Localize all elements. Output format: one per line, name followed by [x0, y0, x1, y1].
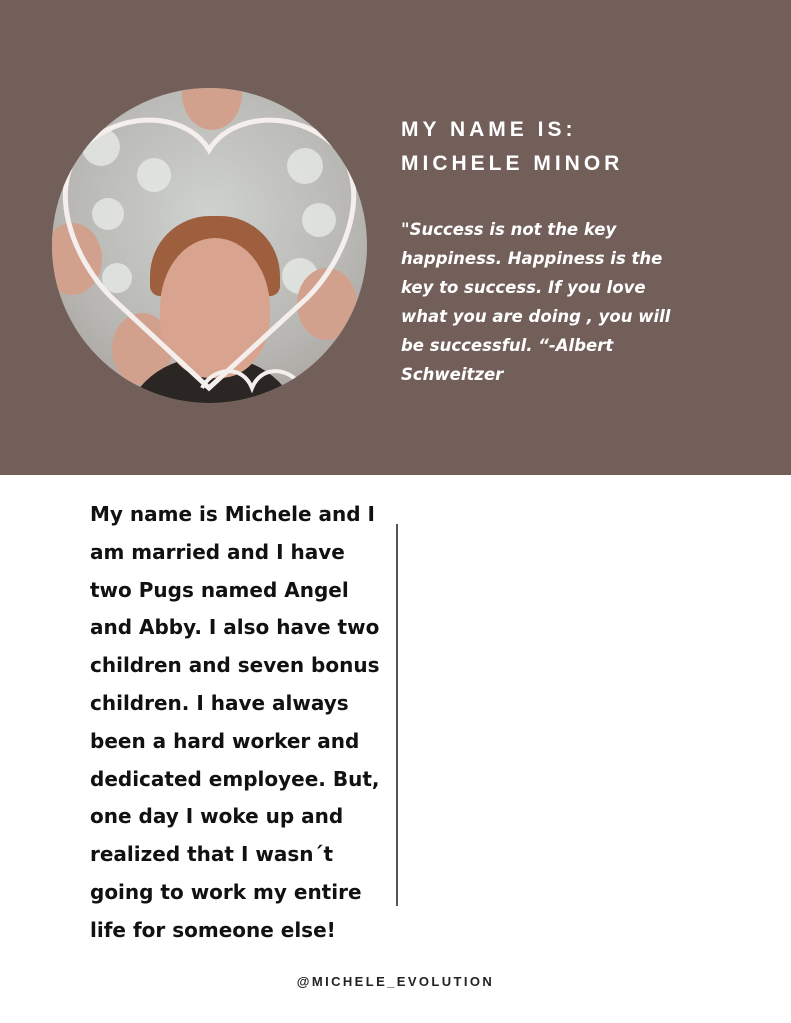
name-heading-line2: MICHELE MINOR: [401, 152, 624, 175]
heart-frame-icon: [52, 88, 367, 403]
bio-text: My name is Michele and I am married and I have two Pugs named Angel and Abby. I also have two children and seven bonus children. I have always been a hard worker and dedicated employee. But, one day I woke up and realized that I wasn´t going to work my entire life for someone else!: [90, 502, 380, 942]
name-heading-line1: MY NAME IS:: [401, 118, 577, 141]
quote-text: "Success is not the key happiness. Happiness is the key to success. If you love what you are doing , you will be successful. “-Albert Schweitzer: [401, 220, 671, 384]
vertical-divider: [396, 524, 398, 906]
profile-photo: [52, 88, 367, 403]
social-handle: @MICHELE_EVOLUTION: [296, 974, 495, 989]
name-heading: [401, 113, 623, 181]
